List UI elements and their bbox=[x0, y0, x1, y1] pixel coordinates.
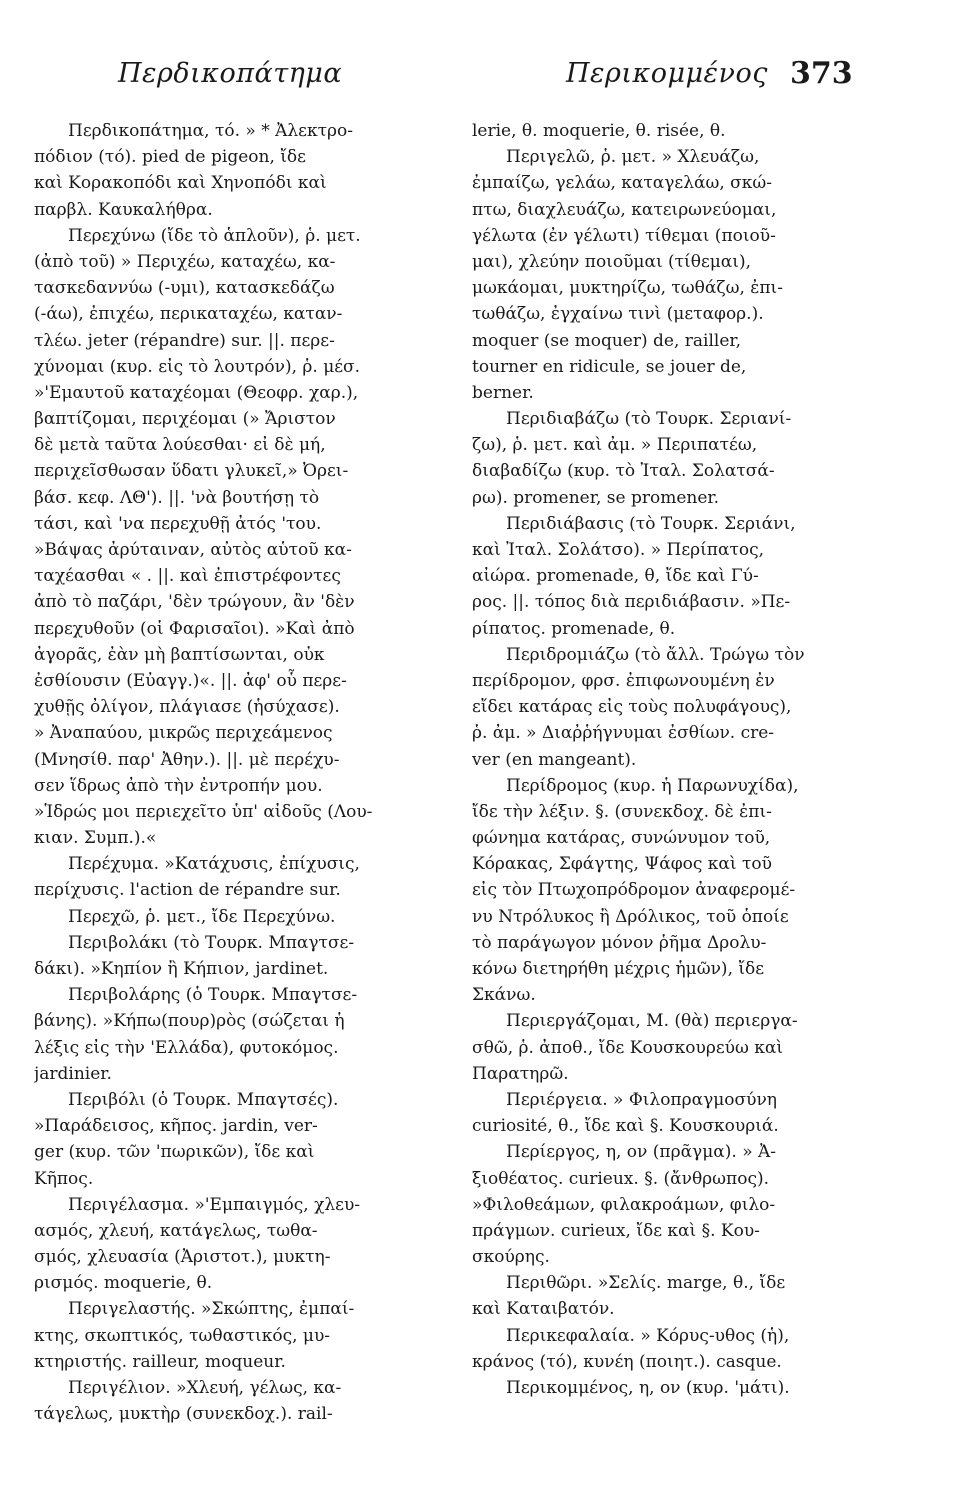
entry-text-line: αἰώρα. promenade, θ, ἴδε καὶ Γύ- bbox=[472, 566, 759, 587]
entry-text-line: βάνης). »Κήπω(πουρ)ρὸς (σώζεται ἡ bbox=[34, 1011, 345, 1032]
entry-text-line: εἰς τὸν Πτωχοπρόδρομον ἀναφερομέ- bbox=[472, 880, 796, 901]
entry-text-line: καὶ Καταιβατόν. bbox=[472, 1299, 615, 1320]
entry-text-line: πτω, διαχλευάζω, κατειρωνεύομαι, bbox=[472, 199, 777, 220]
entry-text-line: βάσ. κεφ. ΛΘ'). ||. 'νὰ βουτήσῃ τὸ bbox=[34, 487, 320, 508]
entry-text-line: jardinier. bbox=[34, 1063, 112, 1084]
entry-text-line: κράνος (τό), κυνέη (ποιητ.). casque. bbox=[472, 1351, 782, 1372]
entry-headword-line: Περίεργος, η, ον (πρᾶγμα). » Ἀ- bbox=[506, 1142, 777, 1163]
entry-text-line: χυθῇς ὀλίγον, πλάγιασε (ἡσύχασε). bbox=[34, 697, 340, 718]
entry-text-line: καὶ Κορακοπόδι καὶ Χηνοπόδι καὶ bbox=[34, 173, 327, 194]
entry-text-line: περίχυσις. l'action de répandre sur. bbox=[34, 880, 341, 901]
entry-text-line: περίδρομον, φρσ. ἐπιφωνουμένη ἐν bbox=[472, 670, 775, 691]
entry-headword-line: Περιγελῶ, ῥ. μετ. » Χλευάζω, bbox=[506, 147, 760, 168]
right-column bbox=[472, 118, 858, 1401]
entry-headword-line: Περίδρομος (κυρ. ἡ Παρωνυχίδα), bbox=[506, 775, 799, 796]
entry-headword-line: Περιδιάβασις (τὸ Τουρκ. Σεριάνι, bbox=[506, 513, 796, 534]
entry-text-line: κτης, σκωπτικός, τωθαστικός, μυ- bbox=[34, 1325, 331, 1346]
entry-text-line: χύνομαι (κυρ. εἰς τὸ λουτρόν), ῥ. μέσ. bbox=[34, 356, 361, 377]
entry-text-line: ασμός, χλευή, κατάγελως, τωθα- bbox=[34, 1220, 318, 1241]
entry-text-line: τλέω. jeter (répandre) sur. ||. περε- bbox=[34, 330, 335, 351]
entry-headword-line: Περιέργεια. » Φιλοπραγμοσύνη bbox=[506, 1089, 777, 1110]
entry-text-line: διαβαδίζω (κυρ. τὸ Ἰταλ. Σολατσά- bbox=[472, 461, 775, 482]
entry-text-line: Κῆπος. bbox=[34, 1168, 94, 1189]
entry-headword-line: Περιδρομιάζω (τὸ ἄλλ. Τρώγω τὸν bbox=[506, 644, 805, 665]
entry-text-line: ταχέασθαι « . ||. καὶ ἐπιστρέφοντες bbox=[34, 566, 341, 587]
entry-text-line: Σκάνω. bbox=[472, 985, 536, 1006]
page-number: 373 bbox=[790, 56, 853, 91]
entry-text-line: τὸ παράγωγον μόνον ῥῆμα Δρολυ- bbox=[472, 932, 767, 953]
entry-text-line: ρισμός. moquerie, θ. bbox=[34, 1273, 213, 1294]
entry-text-line: σθῶ, ῥ. ἀποθ., ἴδε Κουσκουρεύω καὶ bbox=[472, 1037, 783, 1058]
left-column bbox=[34, 118, 442, 1427]
entry-headword-line: Περιβόλι (ὁ Τουρκ. Μπαγτσές). bbox=[68, 1089, 339, 1110]
entry-text-line: Παρατηρῶ. bbox=[472, 1063, 569, 1084]
entry-text-line: σεν ἵδρως ἀπὸ τὴν ἐντροπήν μου. bbox=[34, 775, 323, 796]
running-head-right: Περικομμένος bbox=[566, 58, 768, 89]
entry-text-line: φώνημα κατάρας, συνώνυμον τοῦ, bbox=[472, 828, 771, 849]
entry-text-line: ἀπὸ τὸ παζάρι, 'δὲν τρώγουν, ἂν 'δὲν bbox=[34, 592, 355, 613]
entry-text-line: ger (κυρ. τῶν 'πωρικῶν), ἴδε καὶ bbox=[34, 1142, 315, 1163]
entry-text-line: μωκάομαι, μυκτηρίζω, τωθάζω, ἐπι- bbox=[472, 278, 783, 299]
entry-headword-line: Περεχῶ, ῥ. μετ., ἴδε Περεχύνω. bbox=[68, 906, 336, 927]
entry-text-line: berner. bbox=[472, 382, 534, 403]
entry-headword-line: Περιβολάρης (ὁ Τουρκ. Μπαγτσε- bbox=[68, 985, 358, 1006]
entry-headword-line: Περιθῶρι. »Σελίς. marge, θ., ἴδε bbox=[506, 1273, 786, 1294]
entry-text-line: ξιοθέατος. curieux. §. (ἄνθρωπος). bbox=[472, 1168, 770, 1189]
entry-text-line: ρος. ||. τόπος διὰ περιδιάβασιν. »Πε- bbox=[472, 592, 791, 613]
entry-headword-line: Περιγέλασμα. »'Εμπαιγμός, χλευ- bbox=[68, 1194, 361, 1215]
entry-text-line: τασκεδαννύω (-υμι), κατασκεδάζω bbox=[34, 278, 335, 299]
entry-text-line: (ἀπὸ τοῦ) » Περιχέω, καταχέω, κα- bbox=[34, 251, 336, 272]
entry-headword-line: Περιβολάκι (τὸ Τουρκ. Μπαγτσε- bbox=[68, 932, 355, 953]
entry-headword-line: Περιδιαβάζω (τὸ Τουρκ. Σεριανί- bbox=[506, 409, 792, 430]
entry-text-line: κτηριστής. railleur, moqueur. bbox=[34, 1351, 286, 1372]
entry-text-line: σκούρης. bbox=[472, 1247, 550, 1268]
entry-text-line: κιαν. Συμπ.).« bbox=[34, 828, 157, 849]
entry-headword-line: Περικεφαλαία. » Κόρυς-υθος (ἡ), bbox=[506, 1325, 790, 1346]
entry-text-line: σμός, χλευασία (Ἀριστοτ.), μυκτη- bbox=[34, 1247, 331, 1268]
entry-headword-line: Περεχύνω (ἴδε τὸ ἁπλοῦν), ῥ. μετ. bbox=[68, 225, 361, 246]
entry-text-line: ῥ. ἀμ. » Διαῤῥήγνυμαι ἐσθίων. cre- bbox=[472, 723, 775, 744]
entry-text-line: παρβλ. Καυκαλήθρα. bbox=[34, 199, 213, 220]
entry-text-line: ρω). promener, se promener. bbox=[472, 487, 720, 508]
entry-text-line: »'Εμαυτοῦ καταχέομαι (Θεοφρ. χαρ.), bbox=[34, 382, 359, 403]
entry-headword-line: Περικομμένος, η, ον (κυρ. 'μάτι). bbox=[506, 1378, 790, 1398]
entry-text-line: καὶ Ἰταλ. Σολάτσο). » Περίπατος, bbox=[472, 540, 765, 560]
entry-headword-line: Περδικοπάτημα, τό. » * Ἀλεκτρο- bbox=[68, 121, 353, 141]
entry-text-line: τάγελως, μυκτὴρ (συνεκδοχ.). rail- bbox=[34, 1404, 333, 1425]
entry-text-line: τωθάζω, ἐγχαίνω τινὶ (μεταφορ.). bbox=[472, 304, 764, 325]
entry-text-line: »Ἱδρώς μοι περιεχεῖτο ὑπ' αἰδοῦς (Λου- bbox=[34, 801, 373, 822]
entry-text-line: lerie, θ. moquerie, θ. risée, θ. bbox=[472, 121, 726, 141]
entry-text-line: ρίπατος. promenade, θ. bbox=[472, 618, 676, 639]
entry-headword-line: Περιγελαστής. »Σκώπτης, ἐμπαί- bbox=[68, 1299, 355, 1320]
entry-text-line: (Μνησίθ. παρ' Ἀθην.). ||. μὲ περέχυ- bbox=[34, 749, 340, 770]
entry-text-line: εἴδει κατάρας εἰς τοὺς πολυφάγους), bbox=[472, 697, 792, 718]
entry-text-line: βαπτίζομαι, περιχέομαι (» Ἄριστον bbox=[34, 409, 336, 430]
entry-text-line: ἀγορᾶς, ἐὰν μὴ βαπτίσωνται, οὐκ bbox=[34, 644, 325, 665]
entry-text-line: ver (en mangeant). bbox=[472, 749, 637, 770]
entry-text-line: τάσι, καὶ 'να περεχυθῇ ἀτός 'του. bbox=[34, 513, 322, 534]
entry-headword-line: Περιεργάζομαι, Μ. (θὰ) περιεργα- bbox=[506, 1011, 798, 1032]
entry-text-line: »Βάψας ἀρύταιναν, αὐτὸς αὑτοῦ κα- bbox=[34, 540, 352, 560]
entry-text-line: » Ἀναπαύου, μικρῶς περιχεάμενος bbox=[34, 723, 333, 744]
entry-text-line: curiosité, θ., ἴδε καὶ §. Κουσκουριά. bbox=[472, 1116, 779, 1137]
entry-text-line: »Παράδεισος, κῆπος. jardin, ver- bbox=[34, 1116, 318, 1137]
entry-text-line: ζω), ῥ. μετ. καὶ ἀμ. » Περιπατέω, bbox=[472, 435, 758, 456]
entry-text-line: tourner en ridicule, se jouer de, bbox=[472, 356, 747, 377]
entry-text-line: πράγμων. curieux, ἴδε καὶ §. Κου- bbox=[472, 1220, 760, 1241]
entry-text-line: περιχεῖσθωσαν ὕδατι γλυκεῖ,» Ὀρει- bbox=[34, 461, 349, 482]
entry-text-line: δάκι). »Κηπίον ἢ Κήπιον, jardinet. bbox=[34, 959, 329, 979]
entry-text-line: νυ Ντρόλυκος ἢ Δρόλικος, τοῦ ὁποίε bbox=[472, 906, 789, 927]
entry-text-line: Κόρακας, Σφάγτης, Ψάφος καὶ τοῦ bbox=[472, 854, 772, 875]
entry-headword-line: Περιγέλιον. »Χλευή, γέλως, κα- bbox=[68, 1378, 342, 1398]
entry-text-line: »Φιλοθεάμων, φιλακροάμων, φιλο- bbox=[472, 1194, 776, 1215]
entry-text-line: ἴδε τὴν λέξιν. §. (συνεκδοχ. δὲ ἐπι- bbox=[472, 801, 772, 822]
entry-text-line: δὲ μετὰ ταῦτα λούεσθαι· εἰ δὲ μή, bbox=[34, 435, 326, 456]
entry-text-line: ἐμπαίζω, γελάω, καταγελάω, σκώ- bbox=[472, 173, 772, 194]
running-head-left: Περδικοπάτημα bbox=[118, 58, 343, 89]
entry-text-line: κόνω διετηρήθη μέχρις ἡμῶν), ἴδε bbox=[472, 959, 765, 979]
entry-text-line: μαι), χλεύην ποιοῦμαι (τίθεμαι), bbox=[472, 251, 751, 272]
entry-text-line: (-άω), ἐπιχέω, περικαταχέω, καταν- bbox=[34, 304, 343, 325]
entry-text-line: πόδιον (τό). pied de pigeon, ἴδε bbox=[34, 147, 306, 168]
entry-text-line: γέλωτα (ἐν γέλωτι) τίθεμαι (ποιοῦ- bbox=[472, 225, 776, 246]
entry-text-line: moquer (se moquer) de, railler, bbox=[472, 330, 742, 351]
entry-text-line: ἐσθίουσιν (Εὐαγγ.)«. ||. ἀφ' οὗ περε- bbox=[34, 670, 347, 691]
entry-text-line: λέξις εἰς τὴν 'Ελλάδα), φυτοκόμος. bbox=[34, 1037, 339, 1058]
entry-headword-line: Περέχυμα. »Κατάχυσις, ἐπίχυσις, bbox=[68, 854, 360, 875]
entry-text-line: περεχυθοῦν (οἱ Φαρισαῖοι). »Καὶ ἀπὸ bbox=[34, 618, 355, 639]
